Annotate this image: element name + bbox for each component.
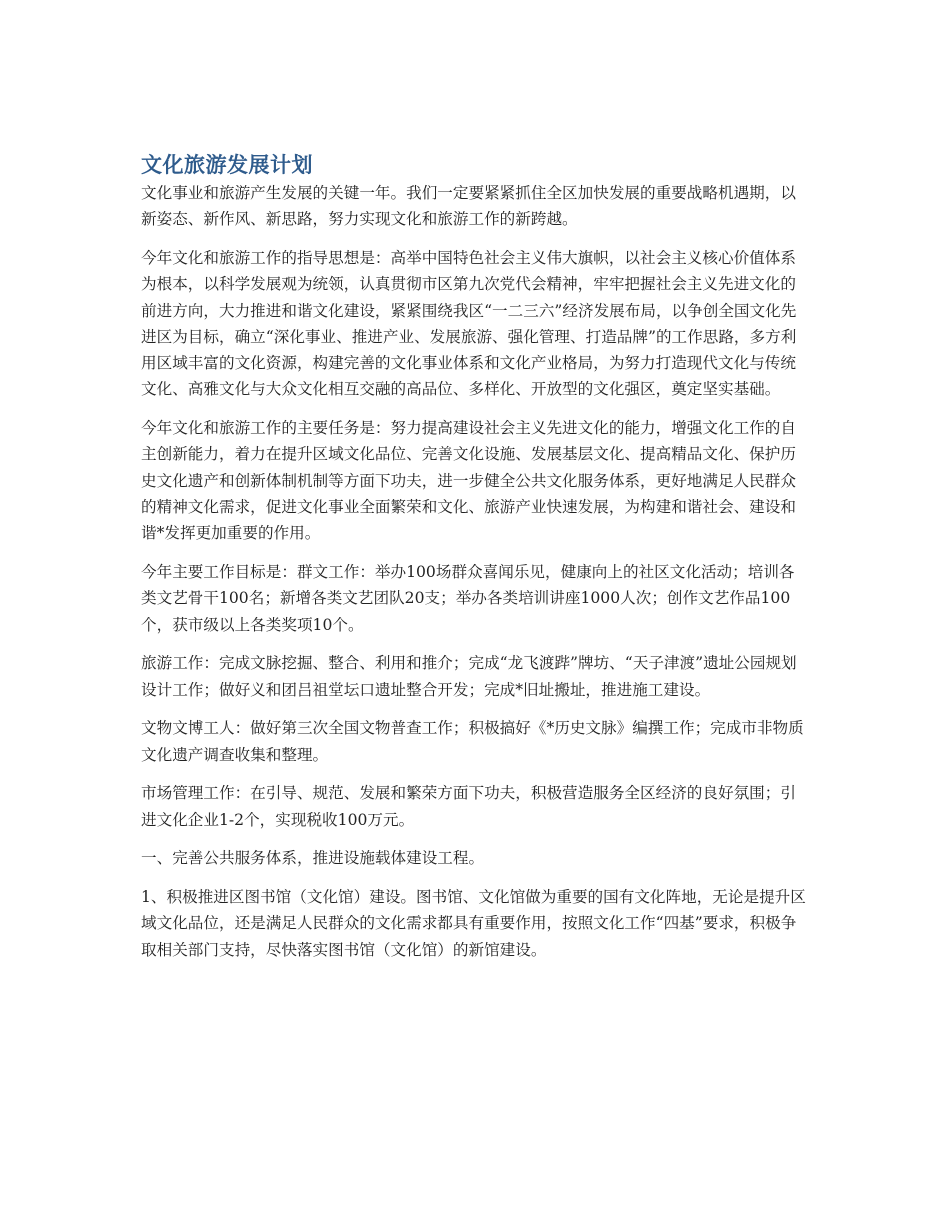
paragraph-tourism-work: 旅游工作：完成文脉挖掘、整合、利用和推介；完成“龙飞渡跸”牌坊、“天子津渡”遗址公园规划设计工作；做好义和团吕祖堂坛口遗址整合开发；完成*旧址搬址，推进施工建设。 bbox=[141, 654, 797, 699]
paragraph-market-management: 市场管理工作：在引导、规范、发展和繁荣方面下功夫，积极营造服务全区经济的良好氛围；引进文化企业1-2个，实现税收100万元。 bbox=[141, 784, 796, 829]
paragraph-cultural-relics: 文物文博工人：做好第三次全国文物普查工作；积极搞好《*历史文脉》编撰工作；完成市非物质文化遗产调查收集和整理。 bbox=[141, 719, 804, 764]
paragraph-work-goals: 今年主要工作目标是：群文工作：举办100场群众喜闻乐见，健康向上的社区文化活动；培训各类文艺骨干100名；新增各类文艺团队20支；举办各类培训讲座1000人次；创作文艺作品100个，获市级以上各类奖项10个。 bbox=[141, 563, 795, 634]
document-title: 文化旅游发展计划 bbox=[141, 153, 313, 177]
document-page bbox=[141, 150, 809, 975]
paragraph-main-tasks: 今年文化和旅游工作的主要任务是：努力提高建设社会主义先进文化的能力，增强文化工作的自主创新能力，着力在提升区域文化品位、完善文化设施、发展基层文化、提高精品文化、保护历史文化遗产和创新体制机制等方面下功夫，进一步健全公共文化服务体系，更好地满足人民群众的精神文化需求，促进文化事业全面繁荣和文化、旅游产业快速发展，为构建和谐社会、建设和谐*发挥更加重要的作用。 bbox=[141, 419, 796, 543]
paragraph-intro: 文化事业和旅游产生发展的关键一年。我们一定要紧紧抓住全区加快发展的重要战略机遇期，以新姿态、新作风、新思路，努力实现文化和旅游工作的新跨越。 bbox=[141, 184, 796, 229]
paragraph-library-construction: 1、积极推进区图书馆（文化馆）建设。图书馆、文化馆做为重要的国有文化阵地，无论是提升区域文化品位，还是满足人民群众的文化需求都具有重要作用，按照文化工作“四基”要求，积极争取相关部门支持，尽快落实图书馆（文化馆）的新馆建设。 bbox=[141, 887, 806, 959]
paragraph-guiding-ideology: 今年文化和旅游工作的指导思想是：高举中国特色社会主义伟大旗帜，以社会主义核心价值体系为根本，以科学发展观为统领，认真贯彻市区第九次党代会精神，牢牢把握社会主义先进文化的前进方向，大力推进和谐文化建设，紧紧围绕我区“一二三六”经济发展布局，以争创全国文化先进区为目标，确立“深化事业、推进产业、发展旅游、强化管理、打造品牌”的工作思路，多方利用区域丰富的文化资源，构建完善的文化事业体系和文化产业格局，为努力打造现代文化与传统文化、高雅文化与大众文化相互交融的高品位、多样化、开放型的文化强区，奠定坚实基础。 bbox=[141, 248, 797, 399]
section-heading-public-service: 一、完善公共服务体系，推进设施载体建设工程。 bbox=[141, 849, 485, 868]
